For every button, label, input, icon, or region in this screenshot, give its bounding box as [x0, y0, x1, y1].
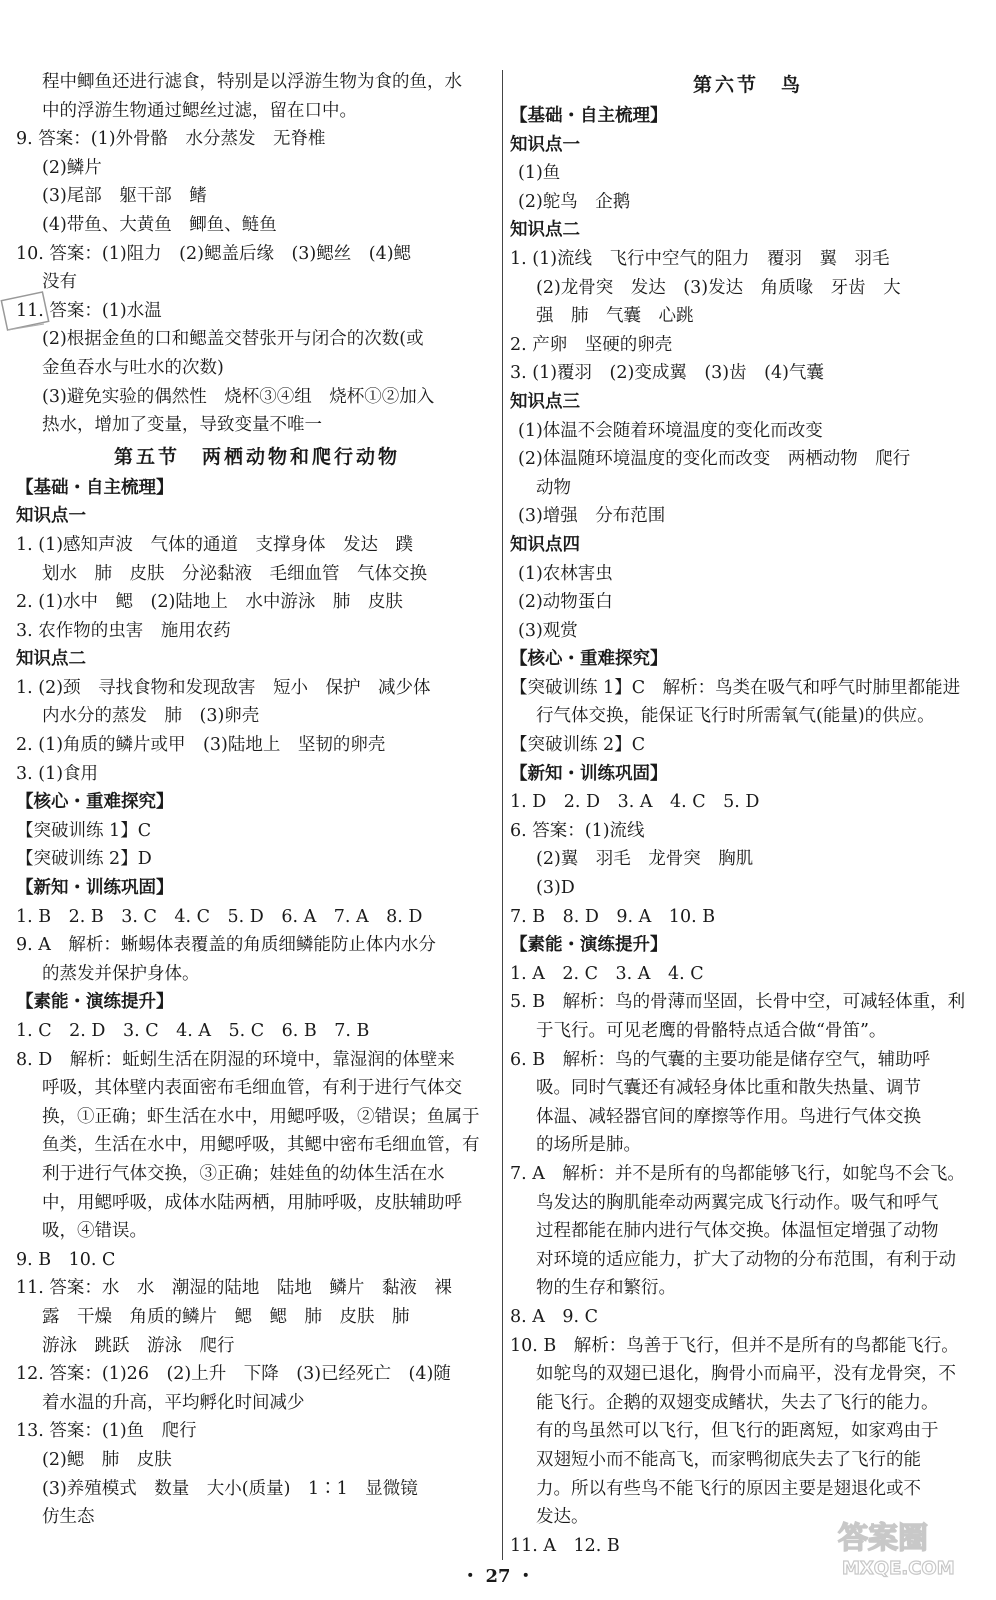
answer-line: 1. (1)感知声波 气体的通道 支撑身体 发达 蹼: [16, 534, 414, 555]
answer-line: 5. B 解析：鸟的骨薄而坚固，长骨中空，可减轻体重，利: [510, 992, 966, 1013]
answer-line: 7. B 8. D 9. A 10. B: [510, 906, 716, 927]
text-line: 鱼类，生活在水中，用鳃呼吸，其鳃中密布毛细血管，有: [42, 1135, 480, 1156]
answer-line: 6. B 解析：鸟的气囊的主要功能是储存空气，辅助呼: [510, 1049, 931, 1070]
text-line: 内水分的蒸发 肺 (3)卵壳: [42, 706, 260, 727]
text-line: 物的生存和繁衍。: [536, 1278, 676, 1299]
text-line: (3)避免实验的偶然性 烧杯③④组 烧杯①②加入: [42, 386, 435, 407]
section-heading: 【新知・训练巩固】: [16, 878, 174, 899]
text-line: 着水温的升高，平均孵化时间减少: [42, 1392, 305, 1413]
text-line: 金鱼吞水与吐水的次数): [42, 357, 224, 378]
text-line: (4)带鱼、大黄鱼 鲫鱼、鲢鱼: [42, 214, 277, 235]
text-line: 双翅短小而不能高飞，而家鸭彻底失去了飞行的能: [536, 1449, 921, 1470]
answer-line: 11. A 12. B: [510, 1535, 620, 1556]
answer-line: 6. 答案：(1)流线: [510, 820, 645, 841]
answer-line: 9. 答案：(1)外骨骼 水分蒸发 无脊椎: [16, 129, 326, 150]
answer-line: 7. A 解析：并不是所有的鸟都能够飞行，如鸵鸟不会飞。: [510, 1163, 965, 1184]
answer-line: 3. 农作物的虫害 施用农药: [16, 620, 231, 641]
answer-line: 2. (1)水中 鳃 (2)陆地上 水中游泳 肺 皮肤: [16, 592, 403, 613]
text-line: 的场所是肺。: [536, 1135, 641, 1156]
answer-line: 3. (1)覆羽 (2)变成翼 (3)齿 (4)气囊: [510, 363, 824, 384]
text-line: 如鸵鸟的双翅已退化，胸骨小而扁平，没有龙骨突，不: [536, 1364, 956, 1385]
text-line: (3)养殖模式 数量 大小(质量) 1∶1 显微镜: [42, 1478, 418, 1499]
section-heading: 【新知・训练巩固】: [510, 763, 668, 784]
text-line: 于飞行。可见老鹰的骨骼特点适合做“骨笛”。: [536, 1021, 887, 1041]
section-title: 第五节 两栖动物和爬行动物: [113, 445, 400, 468]
section-heading: 【基础・自主梳理】: [510, 106, 668, 126]
answer-line: 2. 产卵 坚硬的卵壳: [510, 334, 673, 355]
answer-line: 8. A 9. C: [510, 1306, 599, 1327]
answer-line: 1. (2)颈 寻找食物和发现敌害 短小 保护 减少体: [16, 677, 431, 698]
text-line: (2)鳃 肺 皮肤: [42, 1449, 172, 1470]
answer-line: 3. (1)食用: [16, 763, 99, 784]
svg-text:答案圈: 答案圈: [838, 1521, 928, 1556]
text-line: 力。所以有些鸟不能飞行的原因主要是翅退化或不: [536, 1478, 921, 1499]
text-line: 划水 肺 皮肤 分泌黏液 毛细血管 气体交换: [42, 563, 427, 584]
knowledge-point-heading: 知识点二: [16, 649, 86, 670]
text-line: (3)尾部 躯干部 鳍: [42, 186, 207, 207]
text-line: (2)体温随环境温度的变化而改变 两栖动物 爬行: [518, 449, 911, 470]
text-line: (2)鳞片: [42, 157, 102, 178]
section-heading: 【素能・演练提升】: [510, 935, 668, 956]
text-line: (2)龙骨突 发达 (3)发达 角质喙 牙齿 大: [536, 277, 901, 298]
text-line: (1)体温不会随着环境温度的变化而改变: [518, 420, 823, 441]
text-line: 中，用鳃呼吸，成体水陆两栖，用肺呼吸，皮肤辅助呼: [42, 1192, 462, 1213]
text-line: (1)农林害虫: [518, 563, 613, 584]
text-line: 动物: [536, 477, 571, 498]
text-line: 体温、减轻器官间的摩擦等作用。鸟进行气体交换: [536, 1106, 921, 1127]
answer-line: 9. B 10. C: [16, 1249, 116, 1270]
knowledge-point-heading: 知识点二: [510, 220, 580, 241]
stamp-mark: [0, 290, 52, 340]
page-number: ・ 27 ・: [461, 1566, 535, 1587]
section-heading: 【核心・重难探究】: [510, 649, 668, 670]
right-column: [510, 68, 986, 1560]
text-line: (2)鸵鸟 企鹅: [518, 191, 631, 212]
answer-line: 1. A 2. C 3. A 4. C: [510, 963, 704, 984]
section-heading: 【基础・自主梳理】: [16, 477, 174, 498]
answer-line: 10. B 解析：鸟善于飞行，但并不是所有的鸟都能飞行。: [510, 1335, 959, 1356]
text-line: 有的鸟虽然可以飞行，但飞行的距离短，如家鸡由于: [536, 1421, 939, 1442]
text-line: 游泳 跳跃 游泳 爬行: [42, 1335, 235, 1356]
text-line: 对环境的适应能力，扩大了动物的分布范围，有利于动: [536, 1249, 956, 1270]
text-line: 中的浮游生物通过鳃丝过滤，留在口中。: [42, 100, 357, 121]
text-line: 没有: [42, 272, 77, 293]
knowledge-point-heading: 知识点三: [510, 391, 580, 412]
answer-line: 1. C 2. D 3. C 4. A 5. C 6. B 7. B: [16, 1021, 370, 1041]
answer-line: 13. 答案：(1)鱼 爬行: [16, 1421, 197, 1442]
text-line: (3)增强 分布范围: [518, 506, 666, 527]
text-line: 呼吸，其体壁内表面密布毛细血管，有利于进行气体交: [42, 1078, 462, 1099]
text-line: 的蒸发并保护身体。: [42, 963, 200, 984]
answer-line: 2. (1)角质的鳞片或甲 (3)陆地上 坚韧的卵壳: [16, 735, 386, 756]
knowledge-point-heading: 知识点一: [510, 134, 580, 155]
text-line: 鸟发达的胸肌能牵动两翼完成飞行动作。吸气和呼气: [536, 1192, 939, 1213]
text-line: (3)D: [536, 878, 575, 899]
answer-line: 9. A 解析：蜥蜴体表覆盖的角质细鳞能防止体内水分: [16, 935, 436, 956]
svg-text:MXQE.COM: MXQE.COM: [842, 1558, 955, 1579]
answer-line: 【突破训练 2】D: [16, 849, 152, 870]
answer-line: 【突破训练 1】C 解析：鸟类在吸气和呼气时肺里都能进: [510, 677, 961, 698]
text-line: 行气体交换，能保证飞行时所需氧气(能量)的供应。: [536, 706, 935, 727]
knowledge-point-heading: 知识点四: [510, 534, 580, 555]
section-heading: 【核心・重难探究】: [16, 792, 174, 813]
text-line: 露 干燥 角质的鳞片 鳃 鳃 肺 皮肤 肺: [42, 1306, 410, 1327]
answer-line: 8. D 解析：蚯蚓生活在阴湿的环境中，靠湿润的体壁来: [16, 1049, 455, 1070]
text-line: 吸，④错误。: [42, 1221, 147, 1242]
text-line: (2)翼 羽毛 龙骨突 胸肌: [536, 849, 754, 870]
text-line: (1)鱼: [518, 163, 561, 184]
text-line: 过程都能在肺内进行气体交换。体温恒定增强了动物: [536, 1221, 939, 1242]
text-line: 仿生态: [42, 1507, 95, 1528]
answer-line: 11. 答案：(1)水温: [16, 300, 162, 321]
left-column: [16, 68, 498, 1532]
section-heading: 【素能・演练提升】: [16, 992, 174, 1013]
text-line: 能飞行。企鹅的双翅变成鳍状，失去了飞行的能力。: [536, 1392, 939, 1413]
text-line: (2)根据金鱼的口和鳃盖交替张开与闭合的次数(或: [42, 329, 424, 350]
answer-line: 12. 答案：(1)26 (2)上升 下降 (3)已经死亡 (4)随: [16, 1364, 451, 1385]
watermark-logo: [832, 1510, 982, 1580]
text-line: (3)观赏: [518, 620, 578, 641]
answer-line: 【突破训练 1】C: [16, 820, 152, 841]
answer-line: 1. B 2. B 3. C 4. C 5. D 6. A 7. A 8. D: [16, 906, 423, 927]
text-line: 热水，增加了变量，导致变量不唯一: [42, 415, 322, 436]
column-divider: [502, 70, 503, 1560]
text-line: 换，①正确；虾生活在水中，用鳃呼吸，②错误；鱼属于: [42, 1106, 480, 1127]
answer-line: 10. 答案：(1)阻力 (2)鳃盖后缘 (3)鳃丝 (4)鳃: [16, 243, 412, 264]
text-line: 利于进行气体交换，③正确；娃娃鱼的幼体生活在水: [42, 1163, 445, 1184]
text-line: 吸。同时气囊还有减轻身体比重和散失热量、调节: [536, 1078, 921, 1099]
section-title: 第六节 鸟: [692, 74, 803, 96]
answer-line: 【突破训练 2】C: [510, 735, 646, 756]
text-line: 程中鲫鱼还进行滤食，特别是以浮游生物为食的鱼，水: [42, 72, 462, 92]
answer-line: 11. 答案：水 水 潮湿的陆地 陆地 鳞片 黏液 裸: [16, 1278, 452, 1299]
text-line: 强 肺 气囊 心跳: [536, 306, 694, 327]
knowledge-point-heading: 知识点一: [16, 506, 86, 527]
text-line: (2)动物蛋白: [518, 592, 613, 613]
text-line: 发达。: [536, 1507, 589, 1528]
answer-line: 1. (1)流线 飞行中空气的阻力 覆羽 翼 羽毛: [510, 248, 890, 269]
answer-line: 1. D 2. D 3. A 4. C 5. D: [510, 792, 760, 813]
